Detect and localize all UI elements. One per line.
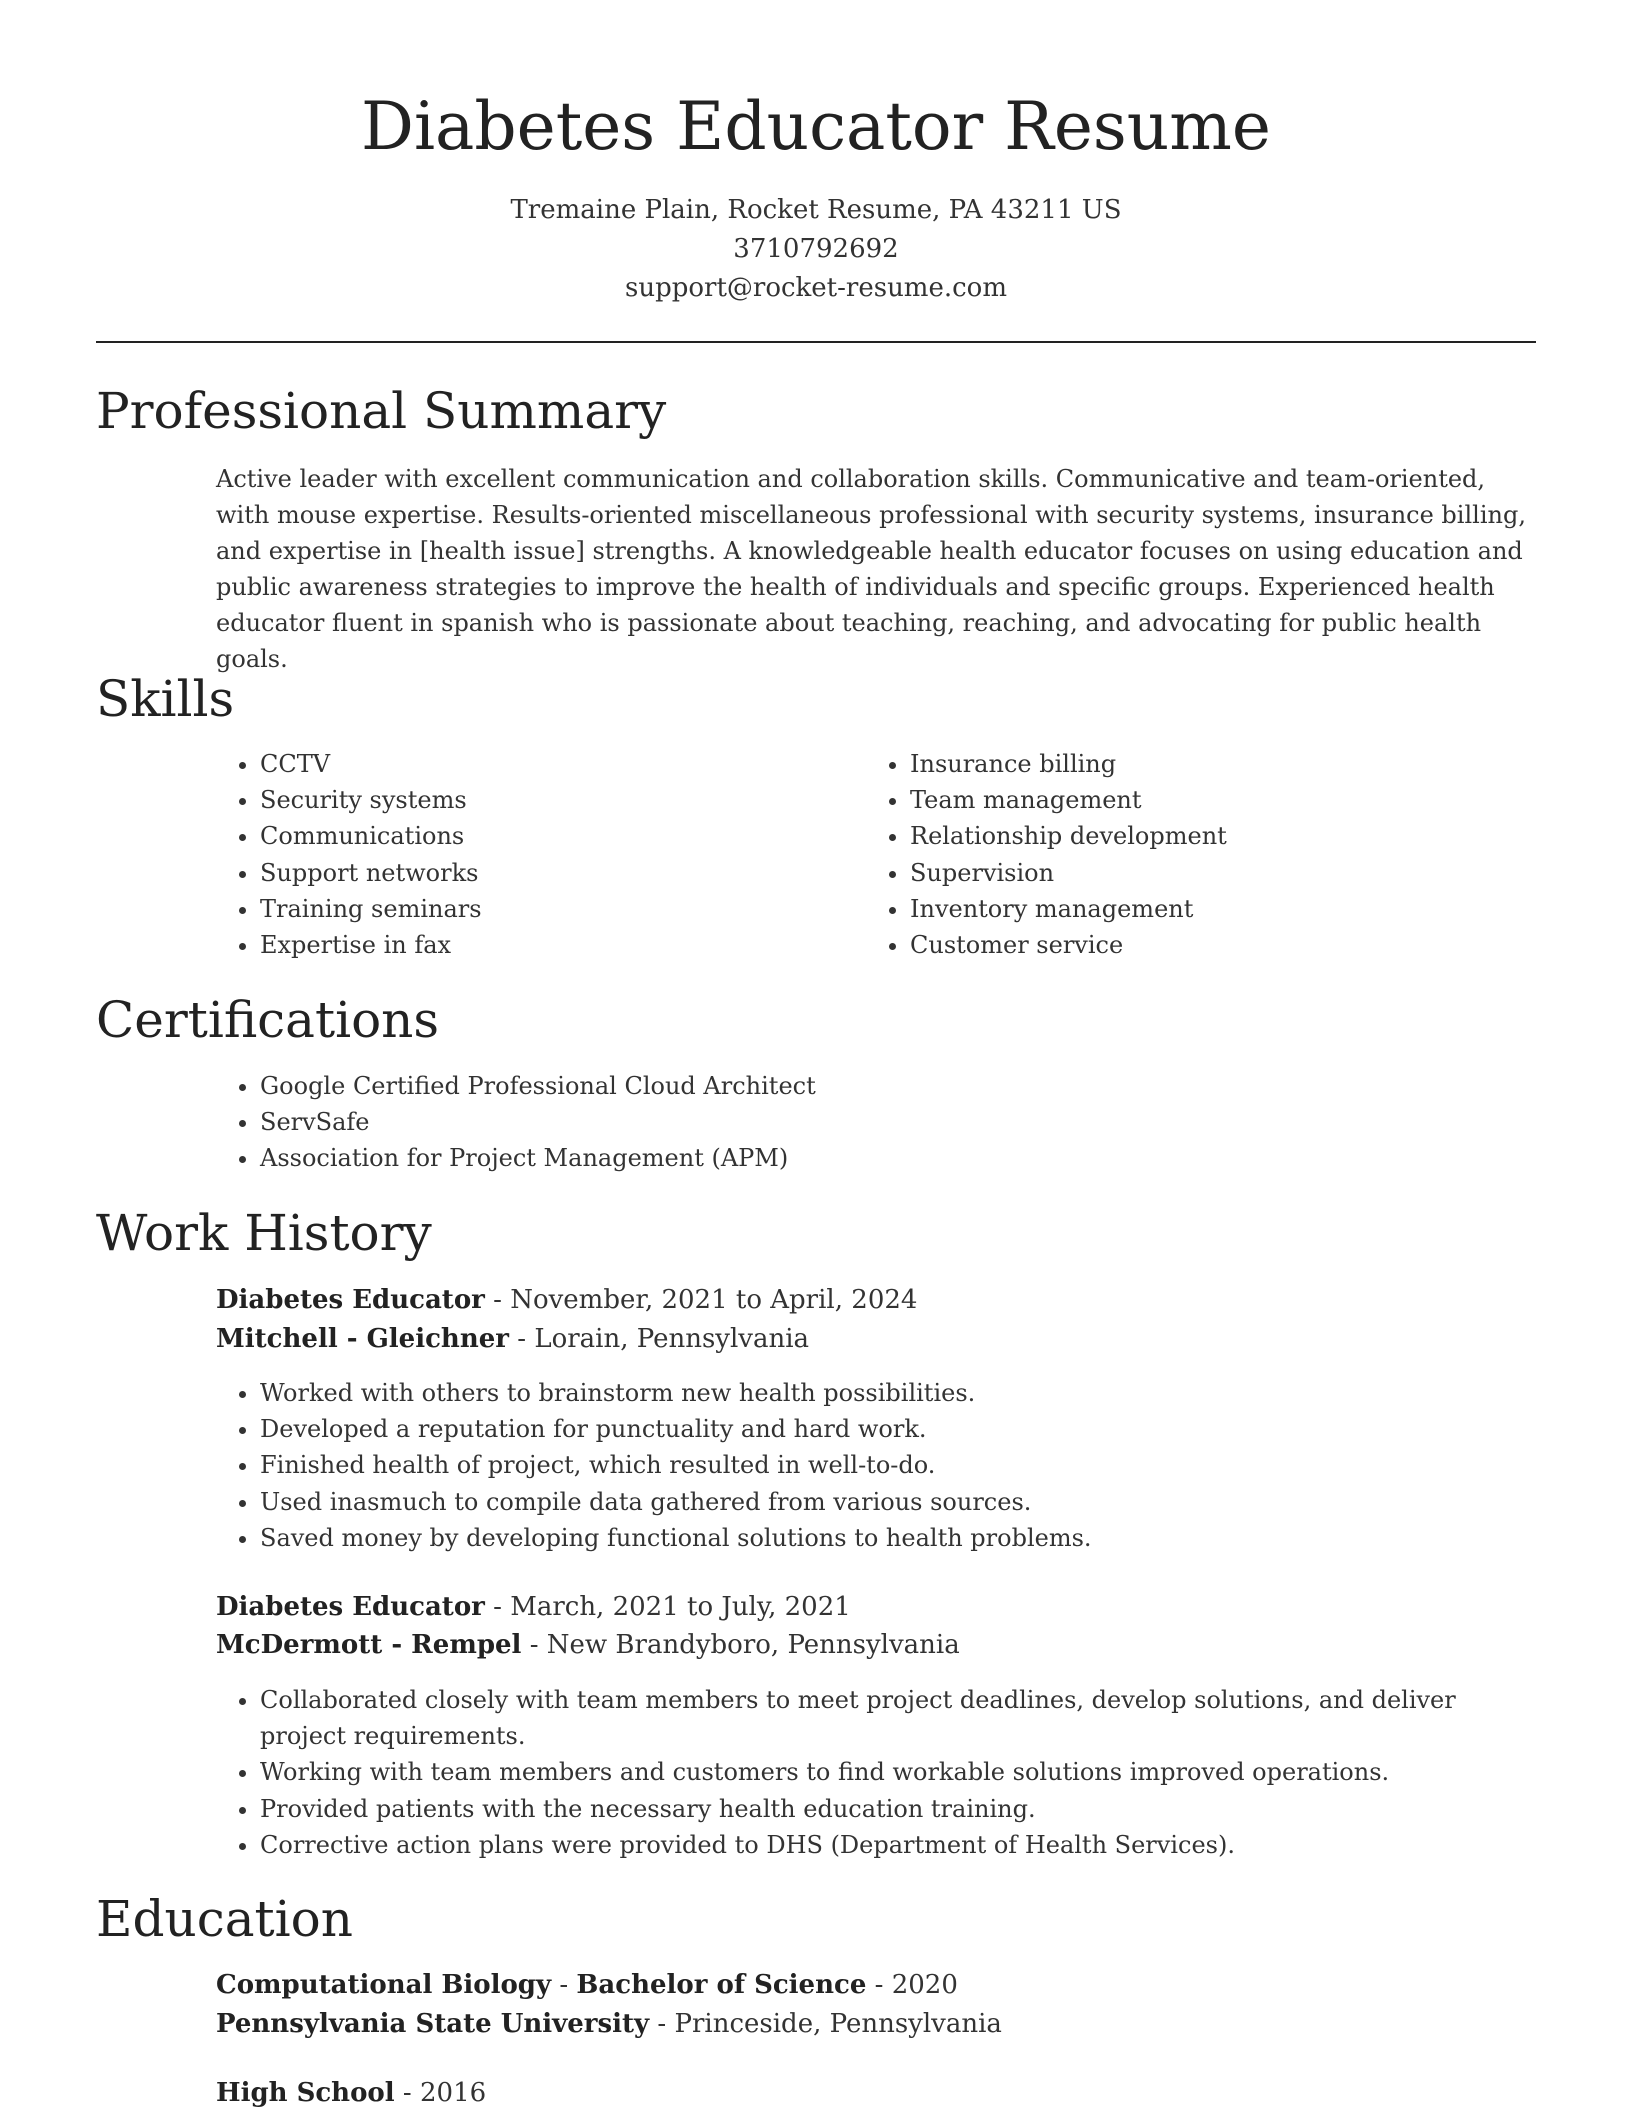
separator: - — [508, 1324, 535, 1354]
education-2-field: High School — [216, 2078, 395, 2108]
job-2-bullets — [216, 1682, 1540, 1863]
skill-item: • Communications — [260, 818, 860, 854]
job-1-dates: November, 2021 to April, 2024 — [510, 1285, 918, 1315]
education-1-school: Pennsylvania State University — [216, 2009, 650, 2039]
education-2-year: 2016 — [419, 2078, 487, 2108]
job-1-location: Lorain, Pennsylvania — [534, 1324, 810, 1354]
job-bullet: • Collaborated closely with team members to meet project deadlines, develop solutions, and deliver project requirements. — [260, 1682, 1540, 1754]
summary-text: Active leader with excellent communication and collaboration skills. Communicative and team-oriented, with mouse expertise. Results-oriented miscellaneous professional with security systems, insurance billing, and expertise in [health issue] strengths. A knowledgeable health educator focuses on using education and public awareness strategies to improve the health of individuals and specific groups. Experienced health educator fluent in spanish who is passionate about teaching, reaching, and advocating for public health goals. — [216, 465, 1526, 673]
job-2-company-line — [216, 1626, 1536, 1665]
education-1-degree-line — [216, 1966, 1536, 2005]
header-divider — [96, 341, 1536, 343]
skill-item: • Support networks — [260, 855, 860, 891]
job-bullet: • Finished health of project, which resulted in well-to-do. — [260, 1447, 1540, 1483]
skill-item: • Supervision — [910, 855, 1550, 891]
certifications-heading: Certifications — [96, 991, 440, 1049]
job-bullet: • Worked with others to brainstorm new health possibilities. — [260, 1375, 1540, 1411]
separator: - — [484, 1285, 511, 1315]
job-bullet: • Working with team members and customers to find workable solutions improved operations. — [260, 1754, 1540, 1790]
education-1-degree: Bachelor of Science — [576, 1970, 867, 2000]
skills-list-left — [216, 746, 860, 963]
certifications-list — [216, 1068, 1540, 1177]
contact-address: Tremaine Plain, Rocket Resume, PA 43211 US — [510, 195, 1122, 225]
separator: - — [394, 2078, 420, 2108]
certification-item: • Google Certified Professional Cloud Architect — [260, 1068, 1540, 1104]
job-1-title-line — [216, 1281, 1536, 1320]
separator: - — [484, 1592, 511, 1622]
job-bullet: • Corrective action plans were provided to DHS (Department of Health Services). — [260, 1827, 1540, 1863]
job-2-company: McDermott - Rempel — [216, 1630, 522, 1660]
contact-email: support@rocket-resume.com — [624, 273, 1007, 303]
education-heading: Education — [96, 1890, 353, 1948]
work-heading: Work History — [96, 1204, 432, 1262]
separator: - — [866, 1970, 892, 2000]
skill-item: • Inventory management — [910, 891, 1550, 927]
job-1-title: Diabetes Educator — [216, 1285, 485, 1315]
education-2-line — [216, 2074, 1536, 2113]
skill-item: • Training seminars — [260, 891, 860, 927]
separator: - — [521, 1630, 547, 1660]
skill-item: • Security systems — [260, 782, 860, 818]
job-bullet: • Used inasmuch to compile data gathered from various sources. — [260, 1484, 1540, 1520]
education-1-field: Computational Biology — [216, 1970, 552, 2000]
job-1-bullets — [216, 1375, 1540, 1556]
skill-item: • Insurance billing — [910, 746, 1550, 782]
job-bullet: • Saved money by developing functional solutions to health problems. — [260, 1520, 1540, 1556]
job-bullet: • Developed a reputation for punctuality and hard work. — [260, 1411, 1540, 1447]
education-1-school-line — [216, 2005, 1536, 2044]
education-1-location: Princeside, Pennsylvania — [674, 2009, 1002, 2039]
job-2-title: Diabetes Educator — [216, 1592, 485, 1622]
skill-item: • Relationship development — [910, 818, 1550, 854]
contact-phone: 3710792692 — [733, 234, 899, 264]
skill-item: • CCTV — [260, 746, 860, 782]
summary-heading: Professional Summary — [96, 382, 667, 440]
skill-item: • Team management — [910, 782, 1550, 818]
skills-list-right — [866, 746, 1550, 963]
job-bullet: • Provided patients with the necessary health education training. — [260, 1791, 1540, 1827]
job-1-company: Mitchell - Gleichner — [216, 1324, 509, 1354]
resume-title: Diabetes Educator Resume — [361, 88, 1271, 165]
skill-item: • Customer service — [910, 927, 1550, 963]
skills-heading: Skills — [96, 670, 235, 728]
education-1-year: 2020 — [891, 1970, 958, 2000]
separator: - — [551, 1970, 577, 2000]
job-1-company-line — [216, 1320, 1536, 1359]
job-2-location: New Brandyboro, Pennsylvania — [546, 1630, 960, 1660]
contact-block — [0, 191, 1632, 308]
separator: - — [649, 2009, 675, 2039]
certification-item: • ServSafe — [260, 1104, 1540, 1140]
job-2-dates: March, 2021 to July, 2021 — [510, 1592, 851, 1622]
job-2-title-line — [216, 1588, 1536, 1627]
certification-item: • Association for Project Management (APM) — [260, 1140, 1540, 1176]
skill-item: • Expertise in fax — [260, 927, 860, 963]
